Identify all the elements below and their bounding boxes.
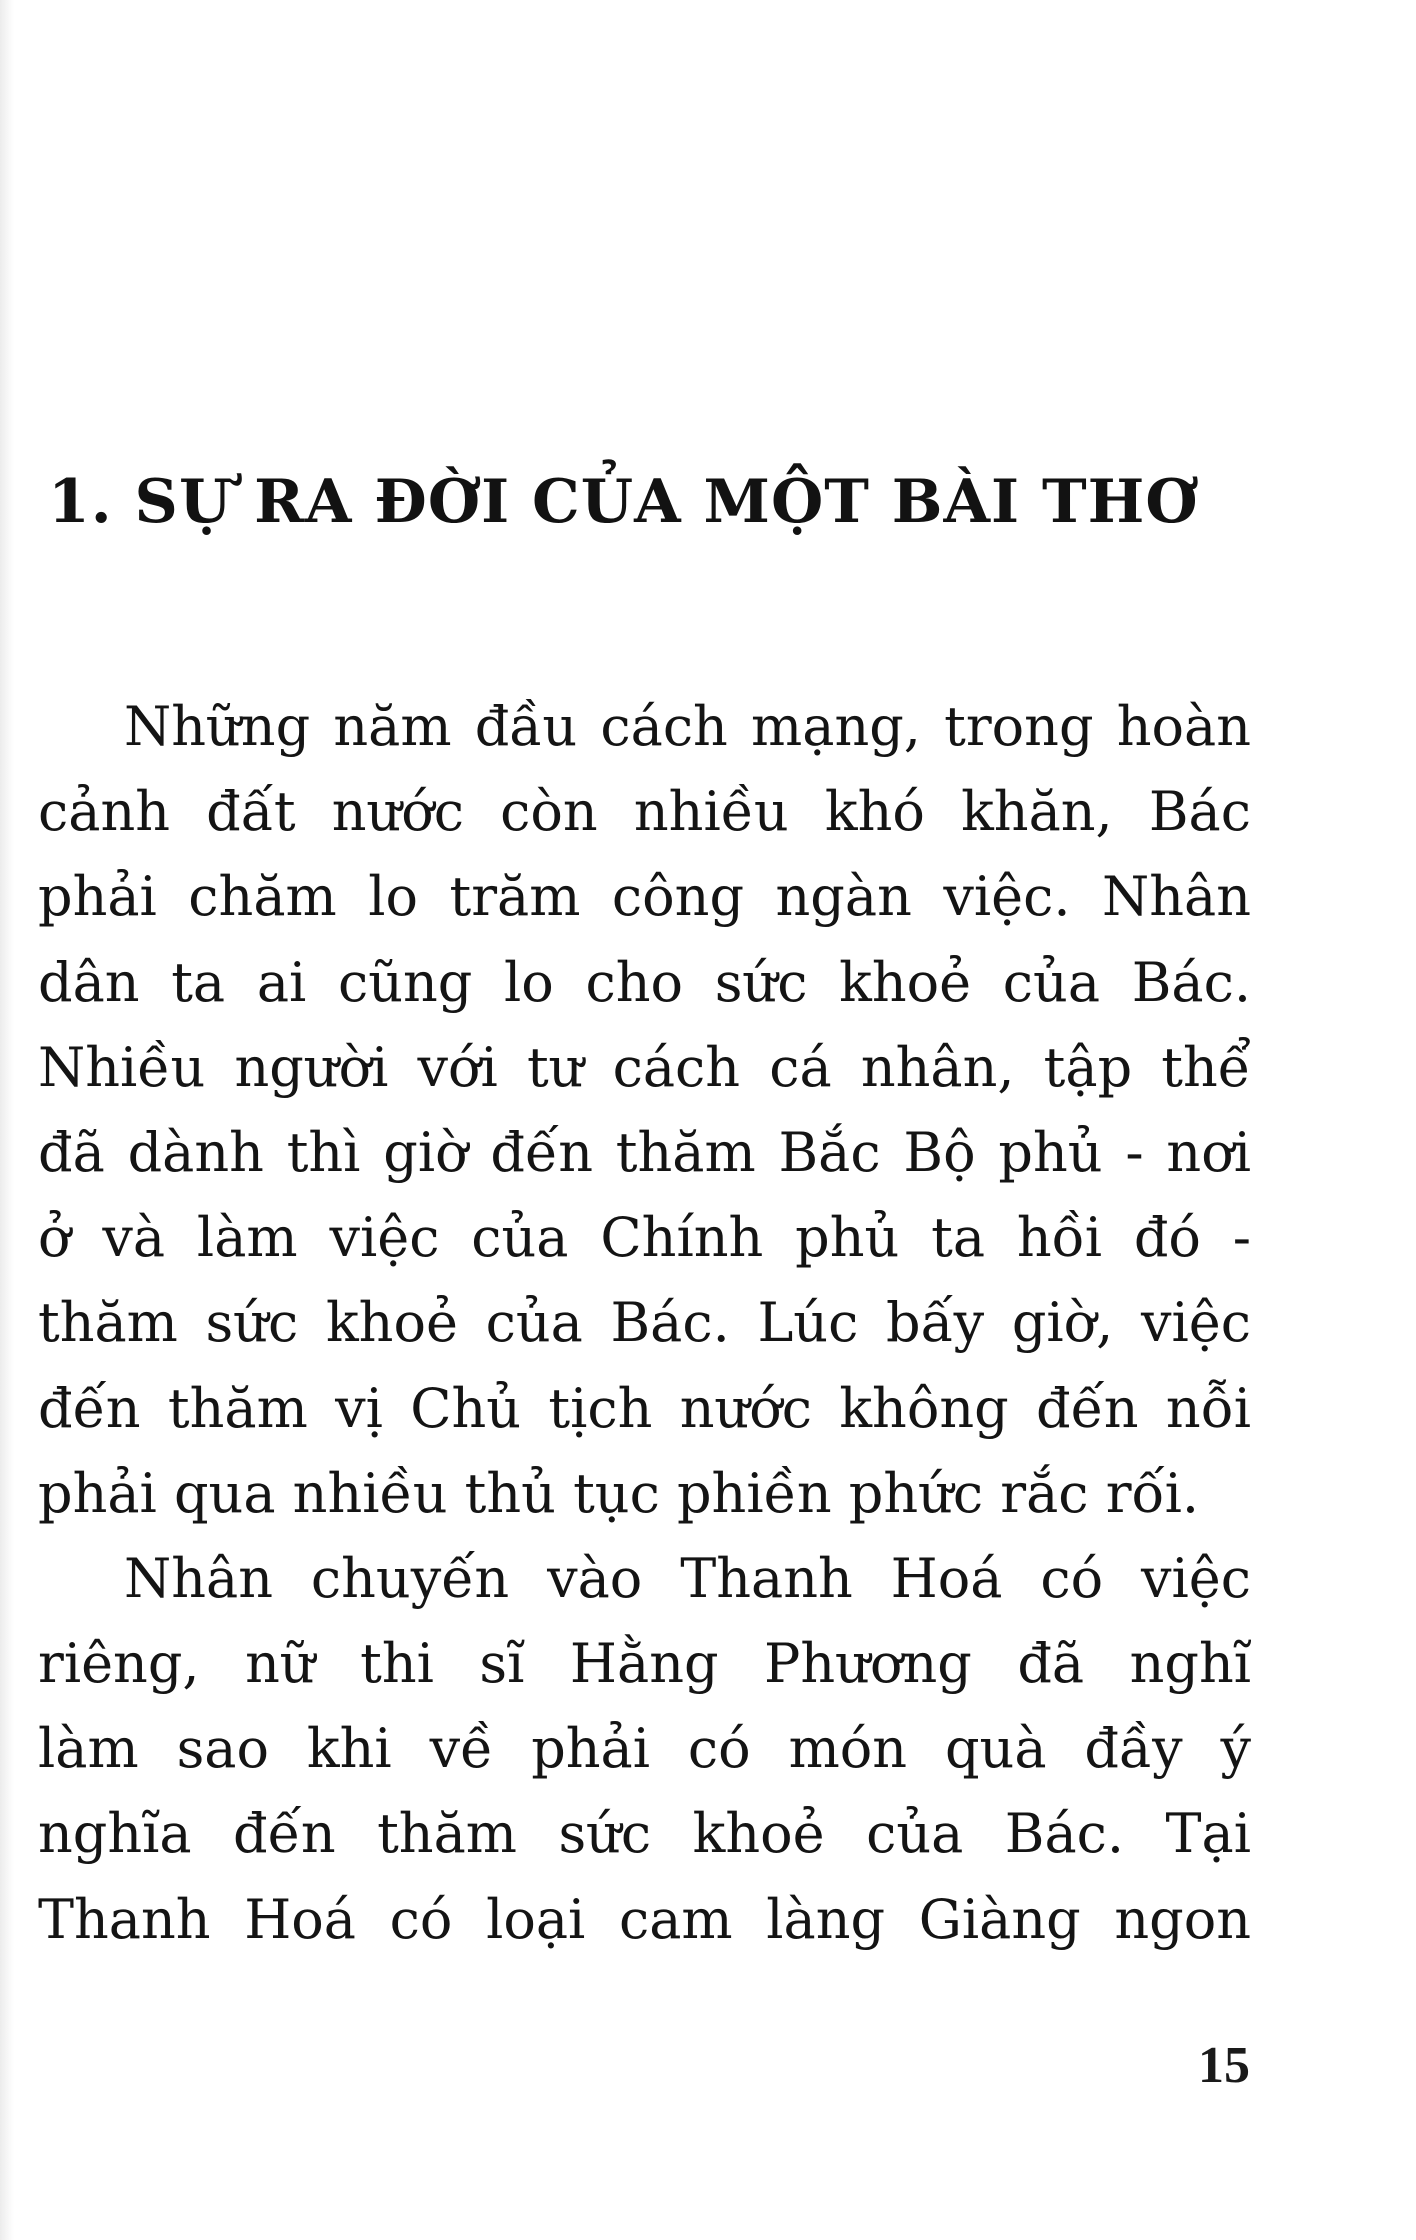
text-line: ở và làm việc của Chính phủ ta hồi đó - [38, 1206, 1251, 1270]
text-line: làm sao khi về phải có món quà đầy ý [38, 1717, 1251, 1781]
text-line: đã dành thì giờ đến thăm Bắc Bộ phủ - nơi [38, 1120, 1251, 1184]
text-line: Những năm đầu cách mạng, trong hoàn [124, 695, 1251, 758]
page-number: 15 [1198, 2037, 1250, 2094]
text-line: phải chăm lo trăm công ngàn việc. Nhân [38, 865, 1251, 929]
text-line: Thanh Hoá có loại cam làng Giàng ngon [38, 1887, 1251, 1951]
chapter-title: 1. SỰ RA ĐỜI CỦA MỘT BÀI THƠ [48, 467, 1199, 537]
text-line: Nhân chuyến vào Thanh Hoá có việc [124, 1546, 1251, 1610]
paragraph-1 [38, 684, 1251, 1536]
body-text [38, 684, 1251, 1962]
text-line: nghĩa đến thăm sức khoẻ của Bác. Tại [38, 1802, 1251, 1866]
text-line: riêng, nữ thi sĩ Hằng Phương đã nghĩ [38, 1632, 1251, 1696]
paragraph-2 [38, 1536, 1251, 1962]
text-line: phải qua nhiều thủ tục phiền phức rắc rối. [38, 1461, 1199, 1525]
text-line: cảnh đất nước còn nhiều khó khăn, Bác [38, 780, 1251, 844]
text-line: đến thăm vị Chủ tịch nước không đến nỗi [38, 1376, 1251, 1440]
page-binding-edge [0, 0, 14, 2240]
text-line: Nhiều người với tư cách cá nhân, tập thể [38, 1035, 1251, 1099]
text-line: thăm sức khoẻ của Bác. Lúc bấy giờ, việc [38, 1291, 1251, 1355]
text-line: dân ta ai cũng lo cho sức khoẻ của Bác. [38, 950, 1251, 1014]
